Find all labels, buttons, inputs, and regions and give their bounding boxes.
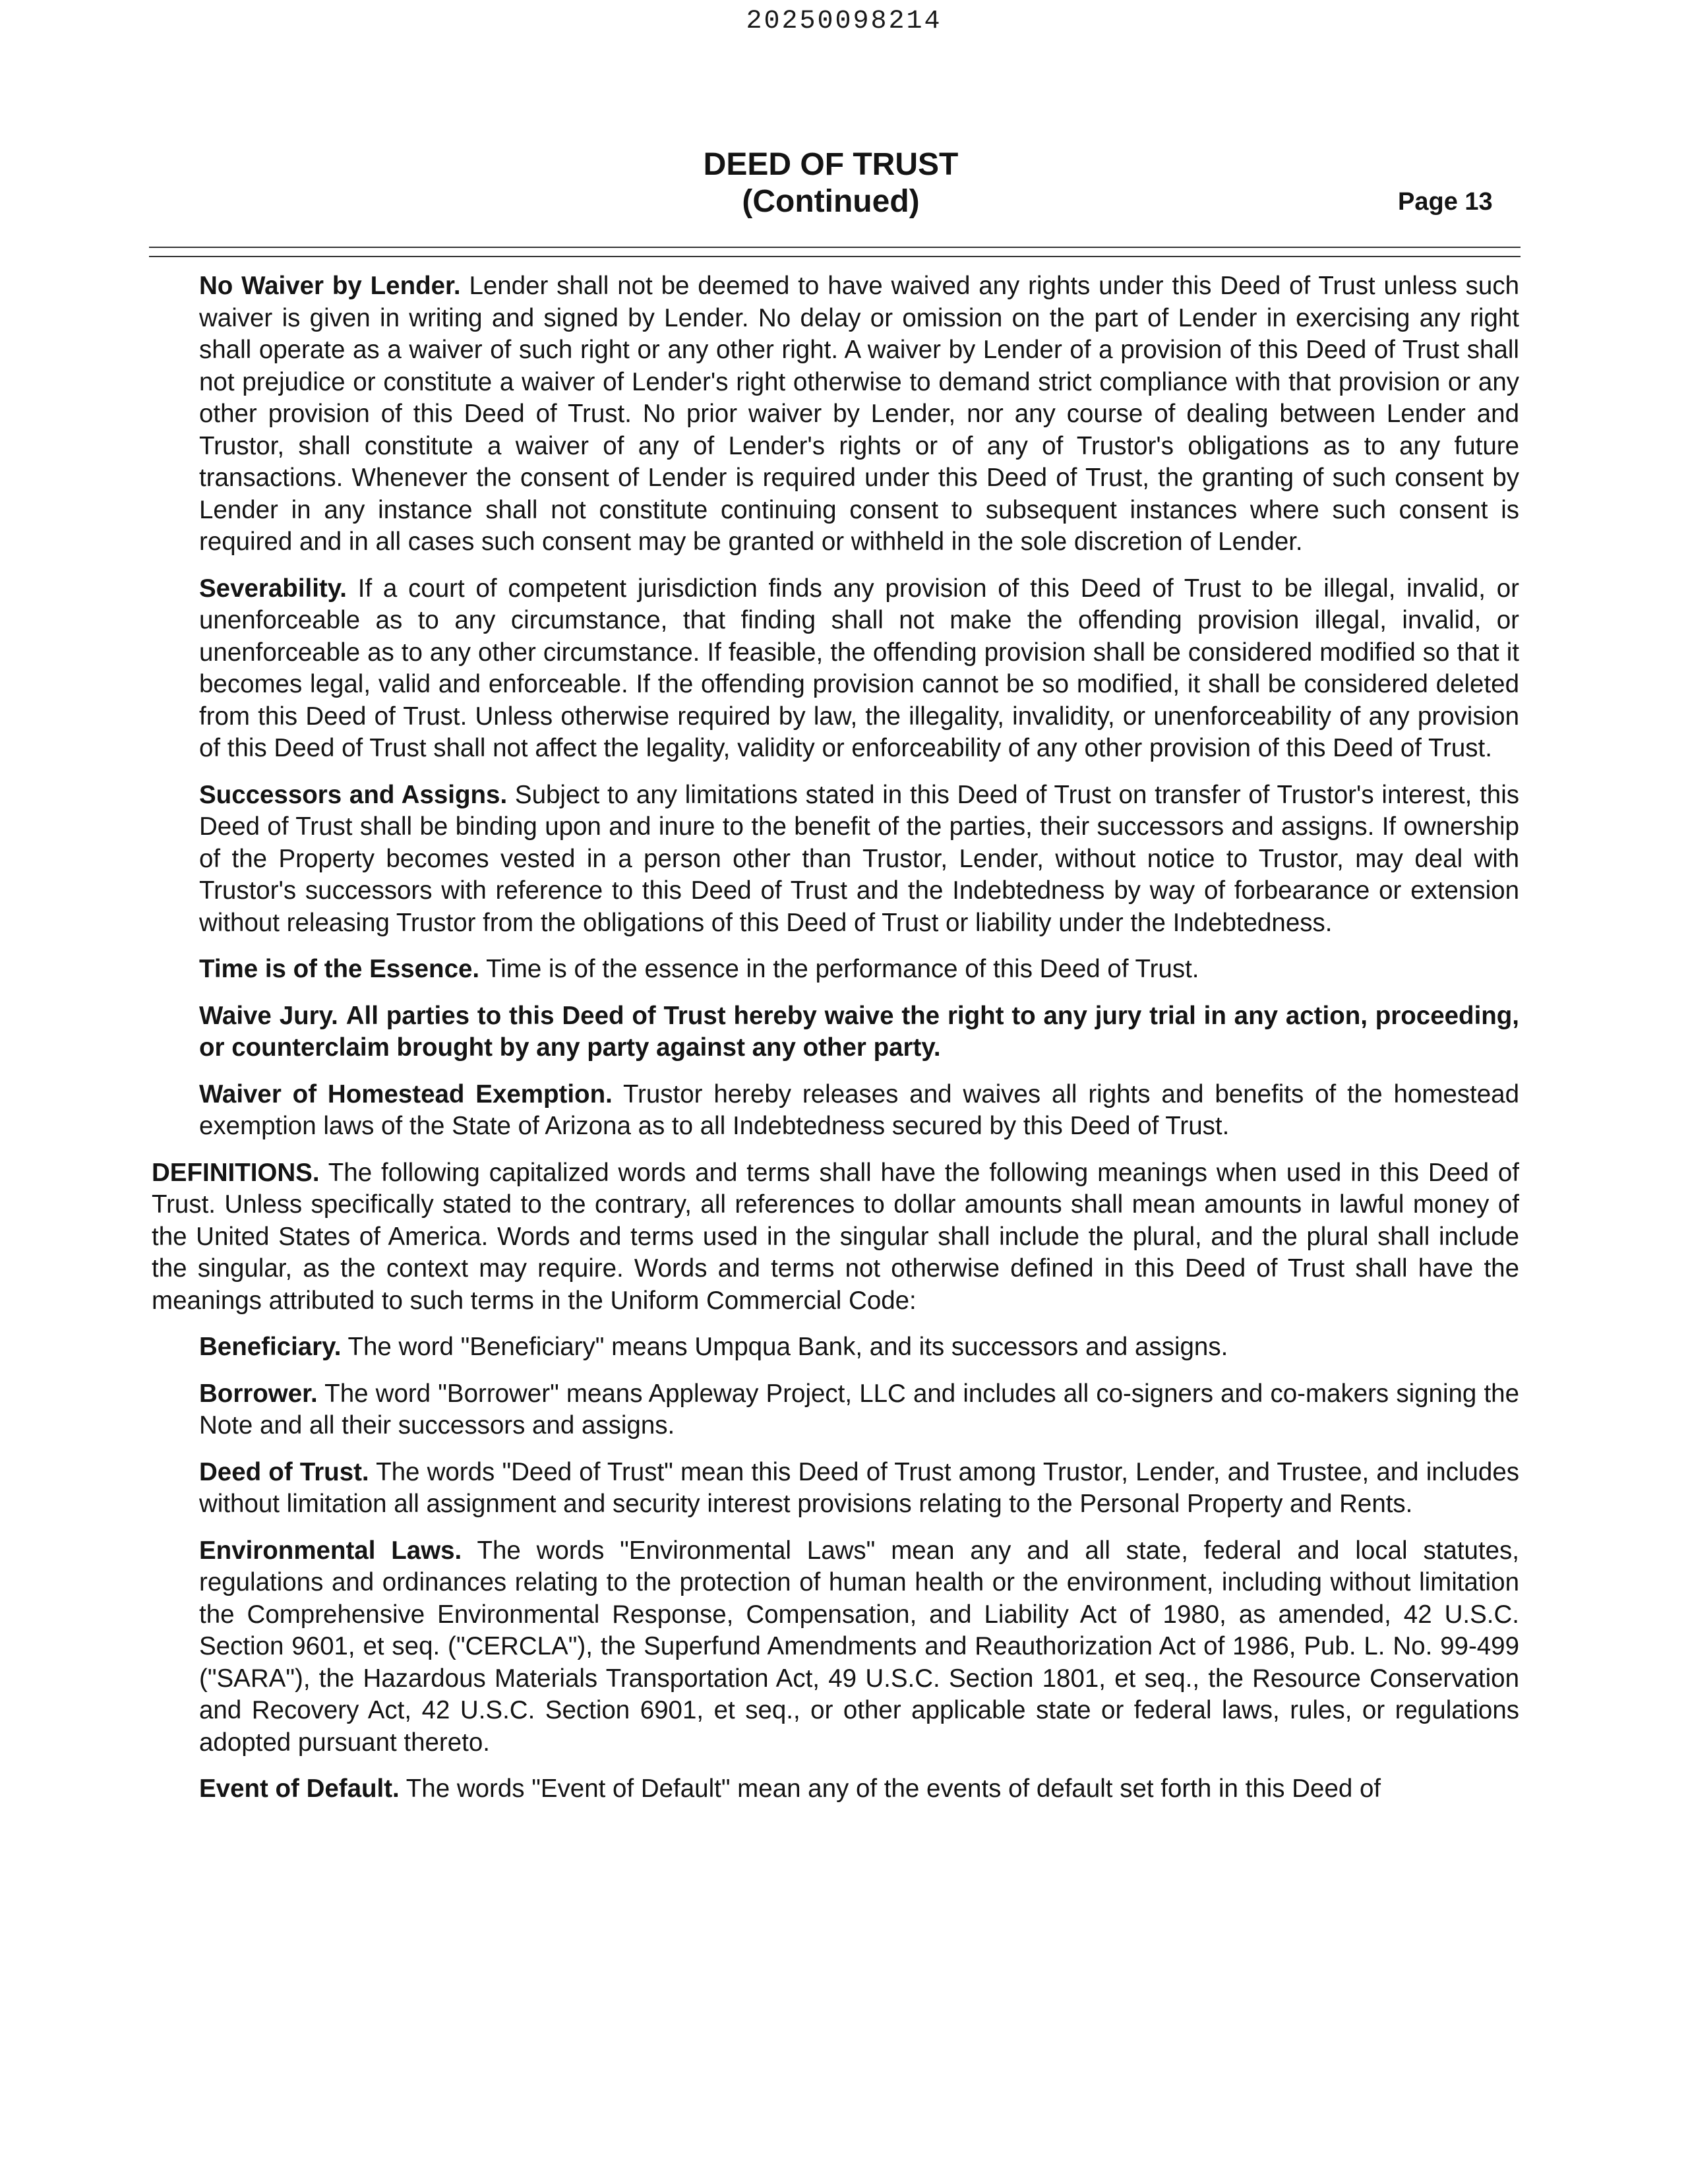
section-text: The following capitalized words and terms shall have the following meanings when used in this Deed of Trust. Unless specifically stated to the contrary, all references to dollar amounts shall mean amounts in lawful money of the United States of America. Words and terms used in the singular shall include the plural, and the plural shall include the singular, as the context may require. Words and terms not otherwise defined in this Deed of Trust shall have the meanings attributed to such terms in the Uniform Commercial Code: — [152, 1158, 1519, 1315]
section-term: DEFINITIONS. — [152, 1158, 320, 1187]
section-text: All parties to this Deed of Trust hereby waive the right to any jury trial in any action, proceeding, or counterclaim brought by any party against any other party. — [199, 1001, 1519, 1062]
page-number: Page 13 — [1398, 188, 1493, 216]
section-homestead-waiver — [199, 1079, 1519, 1143]
definition-borrower — [199, 1378, 1519, 1442]
section-term: No Waiver by Lender. — [199, 272, 461, 300]
section-text: Time is of the essence in the performance of this Deed of Trust. — [486, 955, 1199, 983]
recording-number: 20250098214 — [746, 7, 942, 36]
definition-environmental-laws — [199, 1535, 1519, 1759]
section-waive-jury — [199, 1000, 1519, 1064]
header-divider-bottom — [149, 256, 1521, 257]
document-body — [152, 270, 1519, 1820]
section-term: Waiver of Homestead Exemption. — [199, 1079, 613, 1108]
section-text: Trustor hereby releases and waives all rights and benefits of the homestead exemption laws of the State of Arizona as to all Indebtedness secured by this Deed of Trust. — [199, 1079, 1519, 1140]
section-term: Time is of the Essence. — [199, 955, 480, 983]
section-term: Successors and Assigns. — [199, 780, 508, 809]
definition-term: Deed of Trust. — [199, 1457, 369, 1486]
definition-text: The words "Deed of Trust" mean this Deed of Trust among Trustor, Lender, and Trustee, and includes without limitation all assignment and security interest provisions relating to the Personal Property and Rents. — [199, 1457, 1519, 1518]
section-time-essence — [199, 954, 1519, 986]
definition-text: The word "Borrower" means Appleway Project, LLC and includes all co-signers and co-makers signing the Note and all their successors and assigns. — [199, 1379, 1519, 1440]
section-term: Waive Jury. — [199, 1001, 338, 1030]
document-title: DEED OF TRUST — [703, 147, 959, 182]
header-divider-top — [149, 247, 1521, 248]
section-definitions — [152, 1157, 1519, 1318]
section-severability — [199, 573, 1519, 765]
definition-term: Event of Default. — [199, 1774, 400, 1803]
definition-term: Environmental Laws. — [199, 1536, 462, 1565]
document-subtitle: (Continued) — [742, 184, 920, 219]
definition-text: The words "Event of Default" mean any of the events of default set forth in this Deed of — [406, 1774, 1381, 1803]
section-no-waiver — [199, 270, 1519, 559]
definition-text: The words "Environmental Laws" mean any and all state, federal and local statutes, regulations and ordinances relating to the protection of human health or the environment, including without limitation the Comprehensive Environmental Response, Compensation, and Liability Act of 1980, as amended, 42 U.S.C. Section 9601, et seq. ("CERCLA"), the Superfund Amendments and Reauthorization Act of 1986, Pub. L. No. 99-499 ("SARA"), the Hazardous Materials Transportation Act, 49 U.S.C. Section 1801, et seq., the Resource Conservation and Recovery Act, 42 U.S.C. Section 6901, et seq., or other applicable state or federal laws, rules, or regulations adopted pursuant thereto. — [199, 1536, 1519, 1757]
definition-term: Beneficiary. — [199, 1333, 342, 1361]
section-text: If a court of competent jurisdiction finds any provision of this Deed of Trust to be illegal, invalid, or unenforceable as to any circumstance, that finding shall not make the offending provision illegal, invalid, or unenforceable as to any other circumstance. If feasible, the offending provision shall be considered modified so that it becomes legal, valid and enforceable. If the offending provision cannot be so modified, it shall be considered deleted from this Deed of Trust. Unless otherwise required by law, the illegality, invalidity, or unenforceability of any provision of this Deed of Trust shall not affect the legality, validity or enforceability of any other provision of this Deed of Trust. — [199, 574, 1519, 762]
definition-beneficiary — [199, 1331, 1519, 1364]
section-text: Lender shall not be deemed to have waived any rights under this Deed of Trust unless such waiver is given in writing and signed by Lender. No delay or omission on the part of Lender in exercising any right shall operate as a waiver of such right or any other right. A waiver by Lender of a provision of this Deed of Trust shall not prejudice or constitute a waiver of Lender's right otherwise to demand strict compliance with that provision or any other provision of this Deed of Trust. No prior waiver by Lender, nor any course of dealing between Lender and Trustor, shall constitute a waiver of any of Lender's rights or of any of Trustor's obligations as to any future transactions. Whenever the consent of Lender is required under this Deed of Trust, the granting of such consent by Lender in any instance shall not constitute continuing consent to subsequent instances where such consent is required and in all cases such consent may be granted or withheld in the sole discretion of Lender. — [199, 272, 1519, 556]
definition-text: The word "Beneficiary" means Umpqua Bank, and its successors and assigns. — [347, 1333, 1228, 1361]
definition-deed-of-trust — [199, 1457, 1519, 1521]
definition-term: Borrower. — [199, 1379, 318, 1408]
section-successors-assigns — [199, 779, 1519, 940]
section-text: Subject to any limitations stated in this Deed of Trust on transfer of Trustor's interest, this Deed of Trust shall be binding upon and inure to the benefit of the parties, their successors and assigns. If ownership of the Property becomes vested in a person other than Trustor, Lender, without notice to Trustor, may deal with Trustor's successors with reference to this Deed of Trust and the Indebtedness by way of forbearance or extension without releasing Trustor from the obligations of this Deed of Trust or liability under the Indebtedness. — [199, 780, 1519, 937]
section-term: Severability. — [199, 574, 347, 603]
definition-event-of-default — [199, 1773, 1519, 1805]
